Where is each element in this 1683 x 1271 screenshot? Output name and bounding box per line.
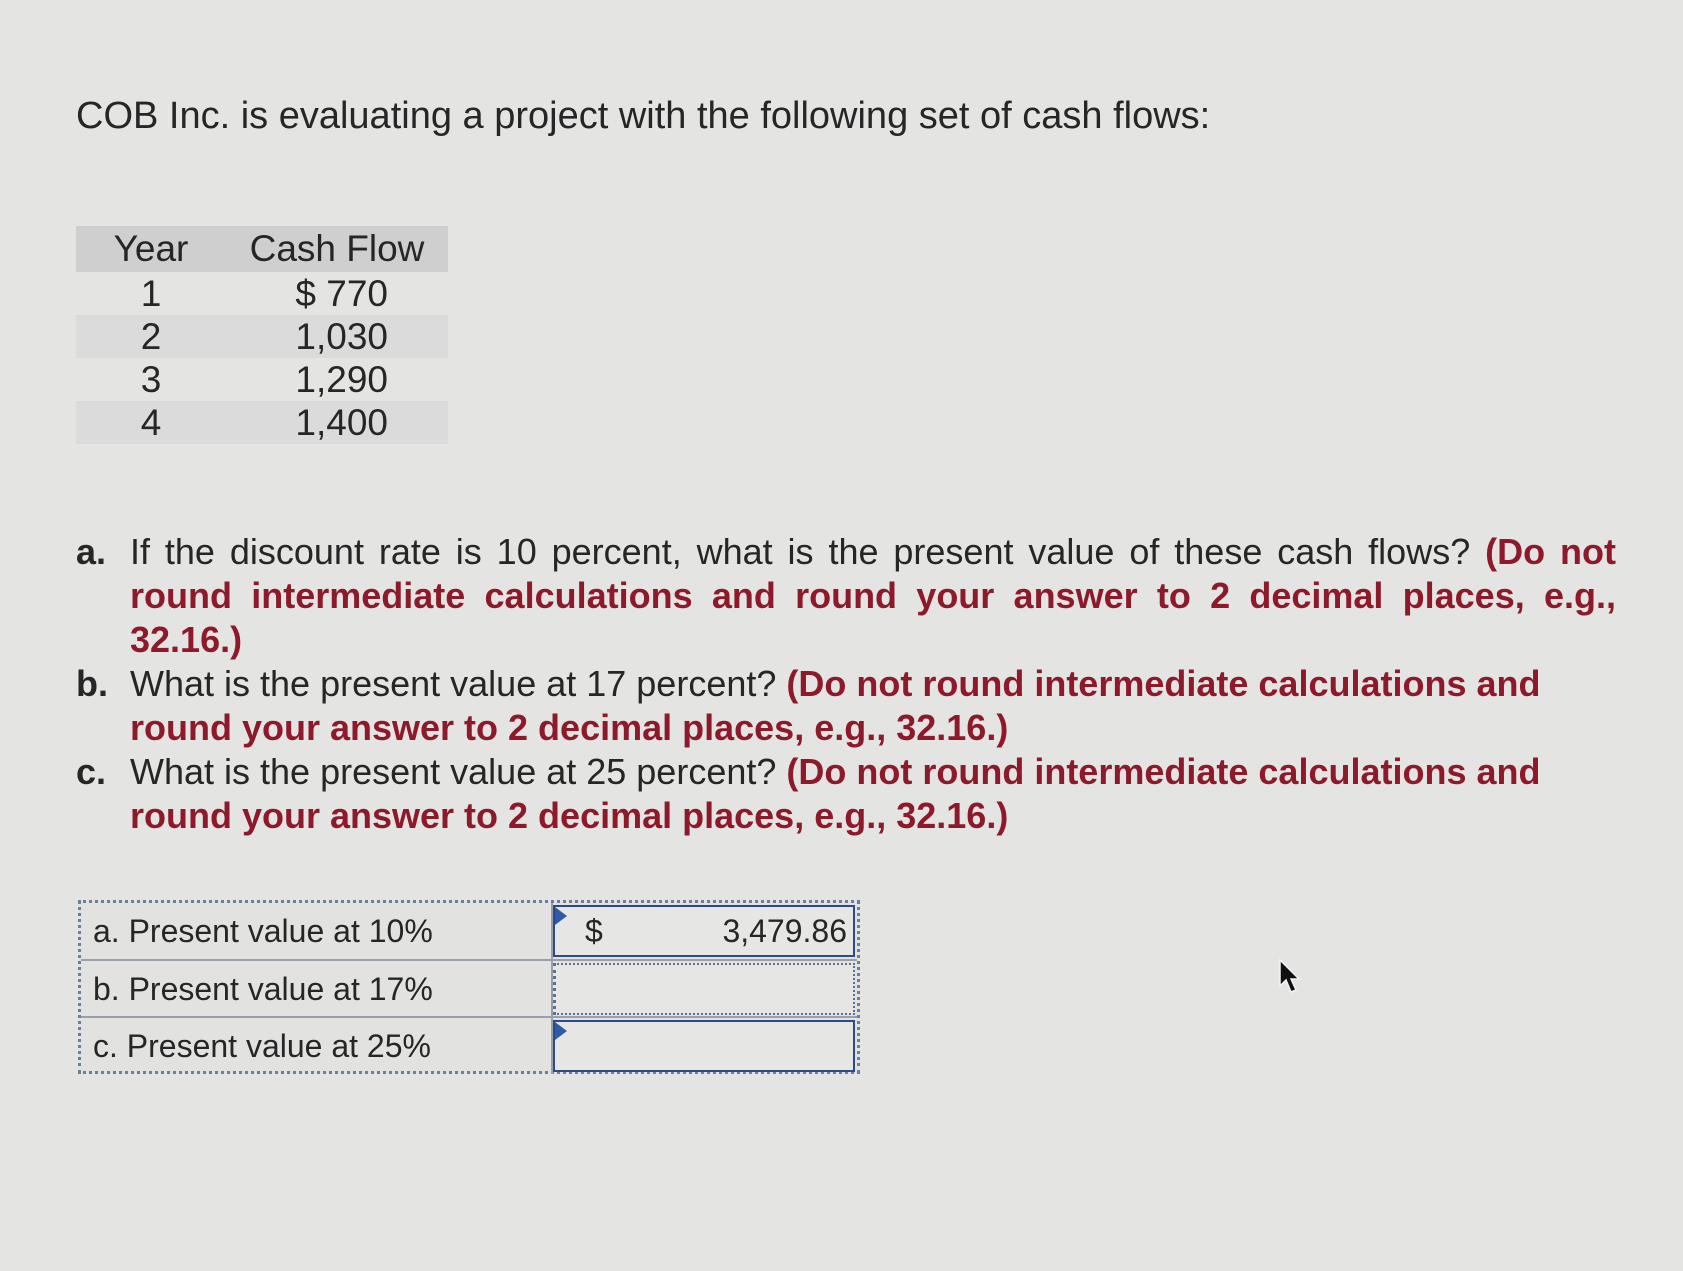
year-cell: 3 xyxy=(140,358,162,400)
mouse-cursor-icon xyxy=(1278,958,1304,996)
question-text: What is the present value at 25 percent? xyxy=(130,751,777,792)
input-marker-icon xyxy=(555,1022,567,1040)
cash-flow-header: Cash Flow xyxy=(249,228,425,269)
question-note: (Do not round intermediate calculations and round your answer to 2 decimal places, e.g., 32.16.) xyxy=(130,663,1541,748)
question-text: If the discount rate is 10 percent, what is the present value of these cash flows? xyxy=(130,531,1471,572)
year-cell: 4 xyxy=(140,401,162,443)
answer-row-c xyxy=(81,1016,857,1074)
question-b xyxy=(76,662,1616,750)
present-value-10-input[interactable] xyxy=(553,905,855,957)
year-header: Year xyxy=(113,228,189,269)
answer-row-b xyxy=(81,959,857,1017)
cash-flow-row xyxy=(76,358,448,401)
cash-flow-row xyxy=(76,272,448,315)
question-c xyxy=(76,750,1616,838)
answer-label: a. Present value at 10% xyxy=(93,913,433,949)
cash-flow-table xyxy=(76,226,448,444)
answer-table xyxy=(78,900,860,1074)
question-note: (Do not round intermediate calculations and round your answer to 2 decimal places, e.g., 32.16.) xyxy=(130,751,1541,836)
cash-flow-cell: 1,290 xyxy=(295,358,388,400)
question-letter: a. xyxy=(76,531,107,572)
question-list xyxy=(76,530,1616,838)
currency-symbol: $ xyxy=(585,913,603,949)
intro-text: COB Inc. is evaluating a project with the following set of cash flows: xyxy=(76,95,1211,137)
present-value-17-input[interactable] xyxy=(553,963,855,1015)
question-note: (Do not round intermediate calculations and round your answer to 2 decimal places, e.g., 32.16.) xyxy=(130,531,1616,660)
input-marker-icon xyxy=(555,907,567,925)
answer-label: c. Present value at 25% xyxy=(93,1028,431,1064)
answer-value: 3,479.86 xyxy=(722,913,847,949)
cash-flow-cell: $ 770 xyxy=(295,272,388,314)
question-letter: c. xyxy=(76,751,107,792)
question-body xyxy=(130,750,1616,838)
cash-flow-header-row xyxy=(76,226,448,272)
answer-label: b. Present value at 17% xyxy=(93,971,433,1007)
present-value-25-input[interactable] xyxy=(553,1020,855,1072)
year-cell: 2 xyxy=(140,315,162,357)
question-body xyxy=(130,530,1616,662)
year-cell: 1 xyxy=(140,272,162,314)
question-a xyxy=(76,530,1616,662)
cash-flow-cell: 1,030 xyxy=(295,315,388,357)
cash-flow-cell: 1,400 xyxy=(295,401,388,443)
answer-row-a xyxy=(81,903,857,959)
cash-flow-row xyxy=(76,401,448,444)
cash-flow-row xyxy=(76,315,448,358)
question-letter: b. xyxy=(76,663,108,704)
question-body xyxy=(130,662,1616,750)
question-text: What is the present value at 17 percent? xyxy=(130,663,777,704)
